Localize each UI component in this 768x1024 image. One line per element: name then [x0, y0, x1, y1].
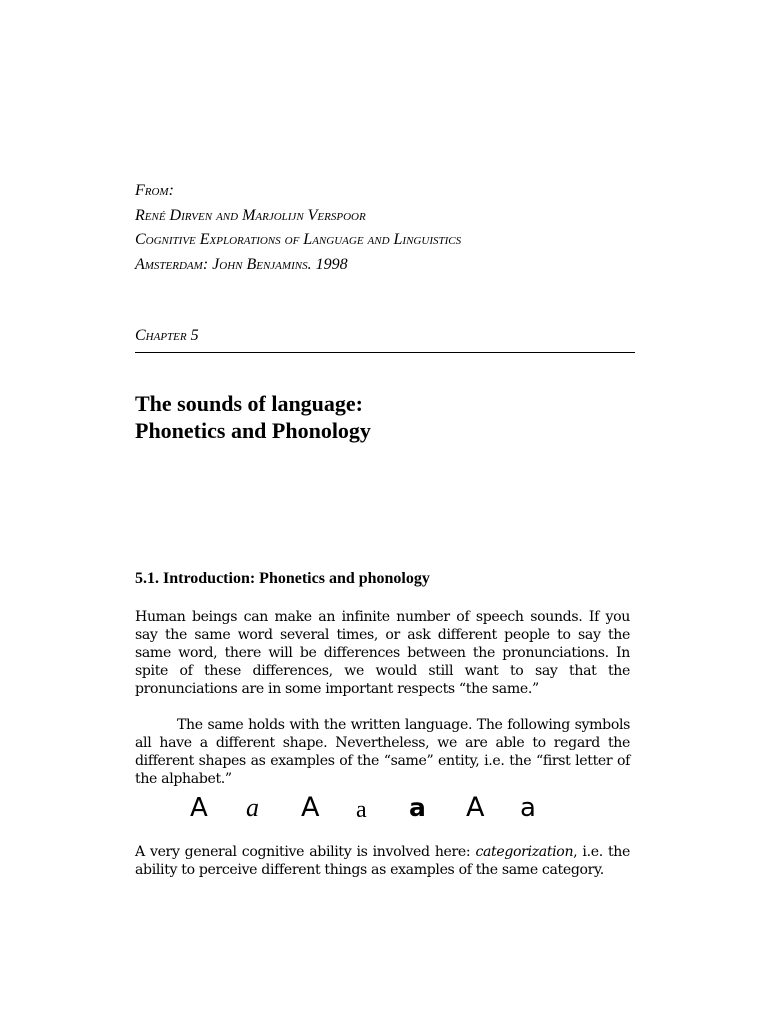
chapter-label: Chapter 5 — [135, 327, 199, 344]
glyph-sans-uppercase-a-large: A — [301, 792, 320, 823]
chapter-title-line-2: Phonetics and Phonology — [135, 418, 371, 443]
body-paragraph-1: Human beings can make an infinite number of speech sounds. If you say the same word several times, or ask different people to say the same word, there will be differences between the pronunciations. In spite of these differences, we would still want to say that the pronunciations are in some important respects “the same.” — [135, 609, 630, 697]
chapter-title-line-1: The sounds of language: — [135, 391, 364, 416]
glyph-serif-lowercase-a: a — [356, 797, 367, 823]
source-book-title: Cognitive Explorations of Language and Linguistics — [135, 231, 462, 248]
paragraph-3-rest: , i.e. the ability to perceive different things as examples of the same category. — [135, 844, 630, 878]
glyph-sans-uppercase-a: A — [190, 793, 208, 823]
chapter-title — [135, 390, 635, 444]
paragraph-3-lead: A very general cognitive ability is involved here: — [135, 844, 476, 860]
glyph-sans-bold-lowercase-a: a — [409, 793, 426, 822]
source-citation — [135, 179, 635, 277]
letter-a-variants — [0, 788, 768, 832]
source-authors: René Dirven and Marjolijn Verspoor — [135, 206, 366, 224]
term-categorization: categorization — [475, 844, 574, 860]
source-from-label: From: — [135, 182, 174, 199]
glyph-sans-lowercase-a: a — [520, 793, 536, 823]
chapter-divider — [135, 352, 635, 353]
body-paragraph-2: The same holds with the written language. The following symbols all have a different shape. Nevertheless, we are able to regard the different shapes as examples of the “same” entity, i.e. the “first letter of the alphabet.” — [135, 717, 630, 787]
glyph-sans-uppercase-a-wide: A — [466, 792, 485, 823]
glyph-serif-italic-a: a — [246, 793, 259, 822]
section-heading: 5.1. Introduction: Phonetics and phonology — [135, 570, 430, 587]
source-publisher: Amsterdam: John Benjamins. 1998 — [135, 255, 348, 273]
body-paragraph-3 — [135, 843, 630, 879]
